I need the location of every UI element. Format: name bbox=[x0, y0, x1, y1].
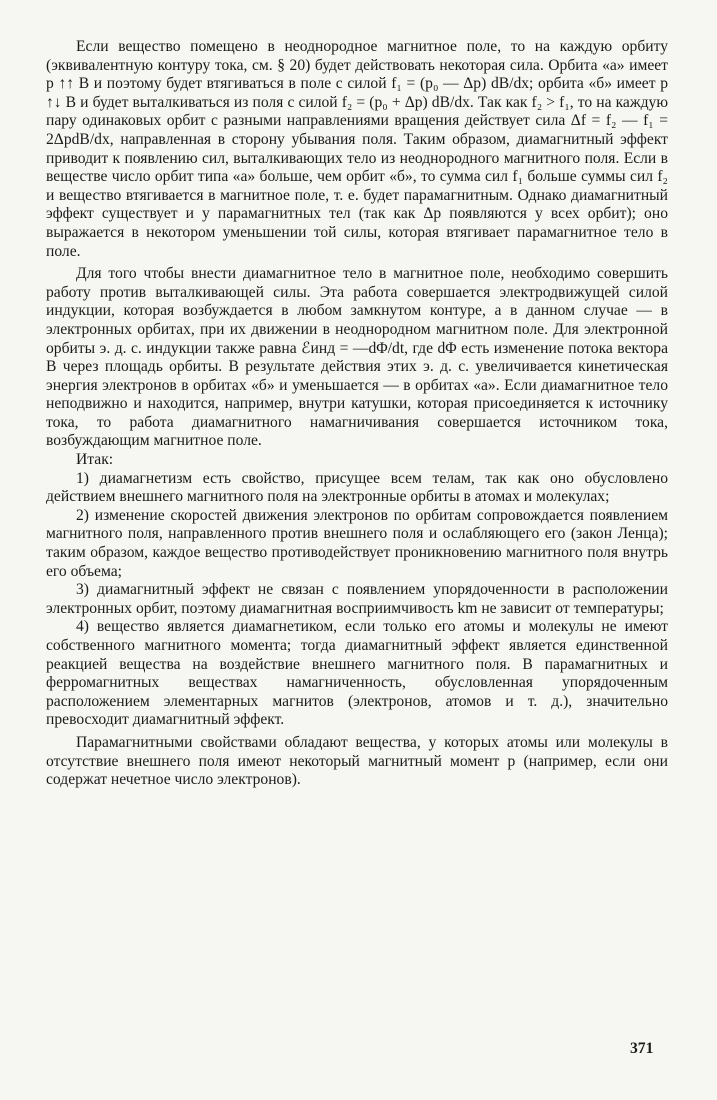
paragraph-1: Если вещество помещено в неоднородное магнитное поле, то на каждую орбиту (эквивалентную контуру тока, см. § 20) будет действовать некоторая сила. Орбита «а» имеет p ↑↑ B и поэтому будет втягиваться в поле с силой f₁ = (p₀ — Δp) dB/dx; орбита «б» имеет p ↑↓ B и будет выталкиваться из поля с силой f₂ = (p₀ + Δp) dB/dx. Так как f₂ > f₁, то на каждую пару одинаковых орбит с разными направлениями вращения действует сила Δf = f₂ — f₁ = 2ΔpdB/dx, направленная в сторону убывания поля. Таким образом, диамагнитный эффект приводит к появлению сил, выталкивающих тело из неоднородного магнитного поля. Если в веществе число орбит типа «а» больше, чем орбит «б», то сумма сил f₁ больше суммы сил f₂ и вещество втягивается в магнитное поле, т. е. будет парамагнитным. Однако диамагнитный эффект существует и у парамагнитных тел (так как Δp появляются у всех орбит); оно выражается в некотором уменьшении той силы, которая втягивает парамагнитное тело в поле. bbox=[46, 38, 668, 260]
page-body bbox=[46, 38, 668, 790]
page-number: 371 bbox=[630, 1040, 654, 1057]
list-item-3: 3) диамагнитный эффект не связан с появлением упорядоченности в расположении электронных орбит, поэтому диамагнитная восприимчивость km не зависит от температуры; bbox=[46, 581, 668, 617]
paragraph-last: Парамагнитными свойствами обладают вещества, у которых атомы или молекулы в отсутствие внешнего поля имеют некоторый магнитный момент p (например, если они содержат нечетное число электронов). bbox=[46, 733, 668, 789]
list-item-1: 1) диамагнетизм есть свойство, присущее всем телам, так как оно обусловлено действием внешнего магнитного поля на электронные орбиты в атомах и молекулах; bbox=[46, 469, 668, 506]
list-item-2: 2) изменение скоростей движения электронов по орбитам сопровождается появлением магнитного поля, направленного против внешнего поля и ослабляющего его (закон Ленца); таким образом, каждое вещество противодействует проникновению магнитного поля внутрь его объема; bbox=[46, 506, 668, 580]
paragraph-itak: Итак: bbox=[76, 451, 114, 469]
paragraph-2: Для того чтобы внести диамагнитное тело в магнитное поле, необходимо совершить работу против выталкивающей силы. Эта работа совершается электродвижущей силой индукции, которая возбуждается в любом замкнутом контуре, а в данном случае — в электронных орбитах, при их движении в неоднородном магнитном поле. Для электронной орбиты э. д. с. индукции также равна ℰинд = —dΦ/dt, где dΦ есть изменение потока вектора B через площадь орбиты. В результате действия этих э. д. с. увеличивается кинетическая энергия электронов в орбитах «б» и уменьшается — в орбитах «а». Если диамагнитное тело неподвижно и находится, например, внутри катушки, которая присоединяется к источнику тока, то работа диамагнитного намагничивания совершается источником тока, возбуждающим магнитное поле. bbox=[46, 265, 668, 450]
list-item-4: 4) вещество является диамагнетиком, если только его атомы и молекулы не имеют собственного магнитного момента; тогда диамагнитный эффект является единственной реакцией вещества на воздействие внешнего магнитного поля. В парамагнитных и ферромагнитных веществах намагниченность, обусловленная упорядоченным расположением элементарных магнитов (электронов, атомов и т. д.), значительно превосходит диамагнитный эффект. bbox=[46, 618, 668, 729]
